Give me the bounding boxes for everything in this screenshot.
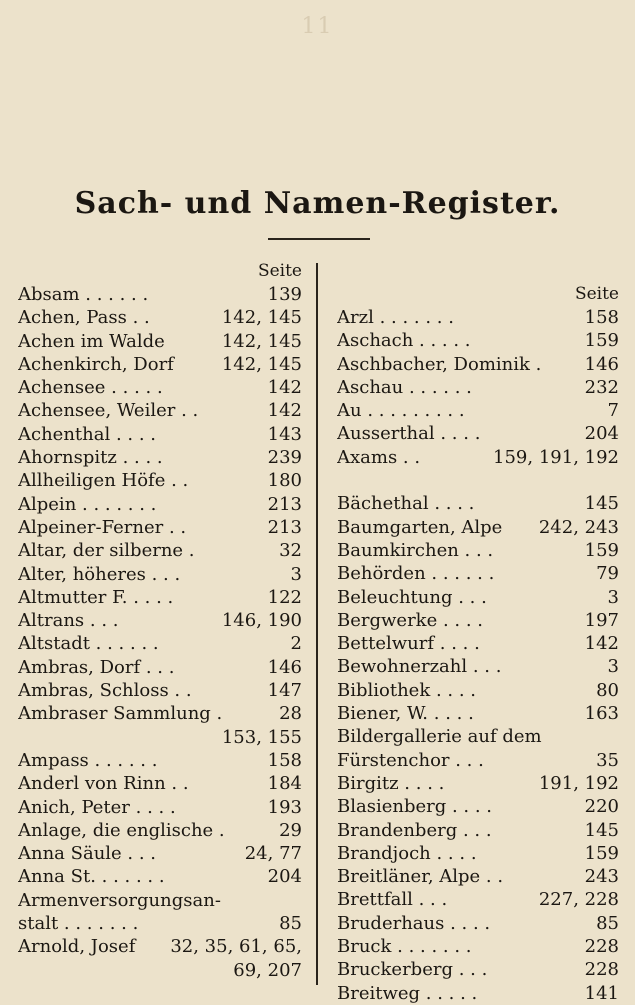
entry-pages: 2 — [290, 633, 302, 655]
entry-name: Birgitz . . . . — [337, 772, 445, 794]
entry-pages: 159 — [584, 539, 619, 561]
entry-name: Aschbacher, Dominik . — [337, 353, 542, 375]
entry-pages: 239 — [267, 447, 302, 469]
section-spacer — [337, 469, 619, 492]
index-entry — [337, 329, 619, 352]
index-entry — [18, 353, 302, 376]
index-entry — [337, 702, 619, 725]
entry-pages: 204 — [584, 423, 619, 445]
index-entry — [337, 539, 619, 562]
entry-pages: 213 — [267, 516, 302, 538]
entry-pages: 142, 145 — [221, 353, 302, 375]
index-entry — [18, 632, 302, 655]
page-title: Sach- und Namen-Register. — [74, 186, 561, 221]
entry-name: Achen, Pass . . — [18, 307, 150, 329]
entry-name: Ausserthal . . . . — [337, 423, 481, 445]
index-entry — [337, 679, 619, 702]
right-entries — [337, 306, 619, 1005]
entry-pages: 228 — [584, 936, 619, 958]
index-entry — [337, 516, 619, 539]
entry-pages: 163 — [584, 703, 619, 725]
entry-pages: 159, 191, 192 — [493, 446, 619, 468]
entry-pages: 85 — [279, 913, 302, 935]
index-entry — [337, 912, 619, 935]
entry-pages: 79 — [596, 563, 619, 585]
entry-pages: 232 — [584, 376, 619, 398]
index-entry — [337, 562, 619, 585]
entry-pages: 197 — [584, 609, 619, 631]
entry-name: Altstadt . . . . . . — [18, 633, 159, 655]
entry-name: Achensee, Weiler . . — [18, 400, 199, 422]
entry-name: Ambraser Sammlung . — [18, 703, 223, 725]
entry-pages: 228 — [584, 959, 619, 981]
entry-name: Arnold, Josef — [18, 936, 136, 958]
entry-pages: 180 — [267, 470, 302, 492]
entry-pages: 142 — [267, 400, 302, 422]
entry-name: Altmutter F. . . . . — [18, 586, 174, 608]
entry-name: Brandjoch . . . . — [337, 842, 477, 864]
entry-name: Ahornspitz . . . . — [18, 447, 163, 469]
entry-name: Bettelwurf . . . . — [337, 633, 480, 655]
entry-pages: 220 — [584, 796, 619, 818]
entry-name: Alpein . . . . . . . — [18, 493, 157, 515]
index-entry — [18, 493, 302, 516]
index-entry — [337, 842, 619, 865]
entry-pages: 227, 228 — [538, 889, 619, 911]
index-entry — [18, 283, 302, 306]
entry-pages: 142, 145 — [221, 307, 302, 329]
left-column — [18, 260, 302, 982]
index-entry — [18, 586, 302, 609]
index-entry — [18, 889, 302, 912]
index-entry — [337, 795, 619, 818]
entry-pages: 145 — [584, 493, 619, 515]
index-entry — [18, 726, 302, 749]
index-entry — [18, 306, 302, 329]
page-number: 11 — [301, 14, 334, 39]
entry-name: Altrans . . . — [18, 610, 119, 632]
entry-pages: 24, 77 — [244, 843, 302, 865]
entry-pages: 146 — [584, 353, 619, 375]
entry-name: Ambras, Schloss . . — [18, 680, 192, 702]
entry-name: Achensee . . . . . — [18, 377, 163, 399]
index-entry — [18, 399, 302, 422]
entry-pages: 3 — [607, 586, 619, 608]
entry-pages: 3 — [607, 656, 619, 678]
index-entry — [337, 958, 619, 981]
column-divider — [316, 263, 318, 985]
entry-pages: 28 — [279, 703, 302, 725]
index-entry — [18, 679, 302, 702]
entry-name: Alpeiner-Ferner . . — [18, 516, 187, 538]
index-entry — [337, 772, 619, 795]
index-entry — [18, 609, 302, 632]
index-entry — [18, 516, 302, 539]
entry-name: Ampass . . . . . . — [18, 749, 158, 771]
entry-name: Aschach . . . . . — [337, 330, 471, 352]
entry-name: Altar, der silberne . — [18, 540, 195, 562]
entry-name: Baumkirchen . . . — [337, 539, 494, 561]
entry-name: Achen im Walde — [18, 330, 165, 352]
entry-name: Ambras, Dorf . . . — [18, 656, 175, 678]
entry-pages: 158 — [584, 307, 619, 328]
entry-name: Achenkirch, Dorf — [18, 353, 174, 375]
index-entry — [18, 446, 302, 469]
index-entry — [337, 632, 619, 655]
index-entry — [337, 819, 619, 842]
index-entry — [337, 888, 619, 911]
index-entry — [18, 912, 302, 935]
entry-name: Absam . . . . . . — [18, 284, 149, 305]
entry-name: Anna Säule . . . — [18, 843, 157, 865]
entry-name: Bruck . . . . . . . — [337, 936, 472, 958]
left-column-header: Seite — [257, 261, 302, 281]
entry-pages: 142 — [267, 377, 302, 399]
entry-pages: 35 — [596, 749, 619, 771]
entry-pages: 142, 145 — [221, 330, 302, 352]
index-entry — [337, 306, 619, 329]
entry-name: Achenthal . . . . — [18, 423, 157, 445]
index-entry — [18, 819, 302, 842]
index-entry — [337, 353, 619, 376]
index-entry — [18, 842, 302, 865]
entry-pages: 69, 207 — [233, 959, 302, 981]
entry-pages: 159 — [584, 842, 619, 864]
entry-pages: 193 — [267, 796, 302, 818]
entry-pages: 32, 35, 61, 65, — [170, 936, 302, 958]
index-entry — [18, 469, 302, 492]
entry-pages: 191, 192 — [538, 772, 619, 794]
entry-name: Au . . . . . . . . . — [337, 400, 465, 422]
index-entry — [18, 959, 302, 982]
entry-pages: 143 — [267, 423, 302, 445]
entry-name: Aschau . . . . . . — [337, 376, 472, 398]
entry-name: Bächethal . . . . — [337, 493, 475, 515]
entry-name: Brettfall . . . — [337, 889, 448, 911]
entry-name: stalt . . . . . . . — [18, 913, 139, 935]
entry-pages: 213 — [267, 493, 302, 515]
index-entry — [18, 330, 302, 353]
left-entries — [18, 283, 302, 982]
entry-name: Alter, höheres . . . — [18, 563, 181, 585]
index-entry — [18, 423, 302, 446]
entry-name: Brandenberg . . . — [337, 819, 492, 841]
index-entry — [337, 982, 619, 1005]
entry-pages: 80 — [596, 679, 619, 701]
index-entry — [18, 772, 302, 795]
entry-pages: 139 — [267, 284, 302, 305]
right-column — [337, 260, 619, 1005]
entry-name: Bruckerberg . . . — [337, 959, 488, 981]
entry-pages: 145 — [584, 819, 619, 841]
entry-pages: 122 — [267, 586, 302, 608]
entry-name: Breitläner, Alpe . . — [337, 866, 504, 888]
index-entry — [18, 563, 302, 586]
entry-pages: 243 — [584, 866, 619, 888]
entry-pages — [298, 889, 302, 912]
entry-name: Armenversorgungsan- — [18, 889, 221, 911]
index-entry — [337, 376, 619, 399]
entry-pages: 141 — [584, 982, 619, 1004]
entry-pages: 158 — [267, 749, 302, 771]
entry-name: Axams . . — [337, 446, 421, 468]
index-entry — [337, 492, 619, 515]
entry-pages: 204 — [267, 866, 302, 888]
index-entry — [337, 399, 619, 422]
entry-pages: 146 — [267, 656, 302, 678]
entry-pages: 142 — [584, 633, 619, 655]
entry-name: Blasienberg . . . . — [337, 796, 493, 818]
entry-name: Arzl . . . . . . . — [337, 307, 454, 328]
index-entry — [18, 935, 302, 958]
entry-name: Beleuchtung . . . — [337, 586, 487, 608]
entry-pages: 184 — [267, 773, 302, 795]
entry-name: Anlage, die englische . — [18, 819, 225, 841]
entry-name: Bruderhaus . . . . — [337, 912, 491, 934]
entry-name: Bildergallerie auf dem — [337, 726, 542, 748]
entry-pages: 147 — [267, 680, 302, 702]
entry-name: Bibliothek . . . . — [337, 679, 477, 701]
entry-name: Bergwerke . . . . — [337, 609, 484, 631]
index-entry — [337, 935, 619, 958]
entry-name: Anna St. . . . . . . — [18, 866, 165, 888]
entry-name: Anich, Peter . . . . — [18, 796, 176, 818]
index-entry — [337, 865, 619, 888]
index-entry — [337, 609, 619, 632]
entry-name: Baumgarten, Alpe — [337, 516, 503, 538]
entry-pages: 242, 243 — [538, 516, 619, 538]
entry-pages: 32 — [279, 540, 302, 562]
entry-pages: 146, 190 — [221, 610, 302, 632]
index-entry — [337, 655, 619, 678]
entry-pages: 85 — [596, 912, 619, 934]
index-entry — [337, 422, 619, 445]
entry-pages: 159 — [584, 330, 619, 352]
entry-pages: 29 — [279, 819, 302, 841]
index-entry — [18, 376, 302, 399]
index-entry — [337, 749, 619, 772]
title-rule — [268, 238, 370, 240]
index-entry — [337, 725, 619, 748]
index-entry — [18, 865, 302, 888]
entry-name: Anderl von Rinn . . — [18, 773, 189, 795]
entry-name: Biener, W. . . . . — [337, 703, 474, 725]
entry-name: Breitweg . . . . . — [337, 982, 478, 1004]
index-entry — [18, 796, 302, 819]
index-entry — [337, 586, 619, 609]
index-entry — [18, 749, 302, 772]
index-entry — [18, 656, 302, 679]
right-column-header: Seite — [574, 284, 619, 304]
entry-pages: 153, 155 — [221, 726, 302, 748]
entry-name: Behörden . . . . . . — [337, 563, 495, 585]
entry-pages: 7 — [607, 400, 619, 422]
index-entry — [337, 446, 619, 469]
index-entry — [18, 539, 302, 562]
entry-name: Allheiligen Höfe . . — [18, 470, 189, 492]
index-entry — [18, 702, 302, 725]
entry-name: Fürstenchor . . . — [337, 749, 484, 771]
entry-name: Bewohnerzahl . . . — [337, 656, 502, 678]
entry-pages — [615, 725, 619, 748]
entry-pages: 3 — [290, 563, 302, 585]
